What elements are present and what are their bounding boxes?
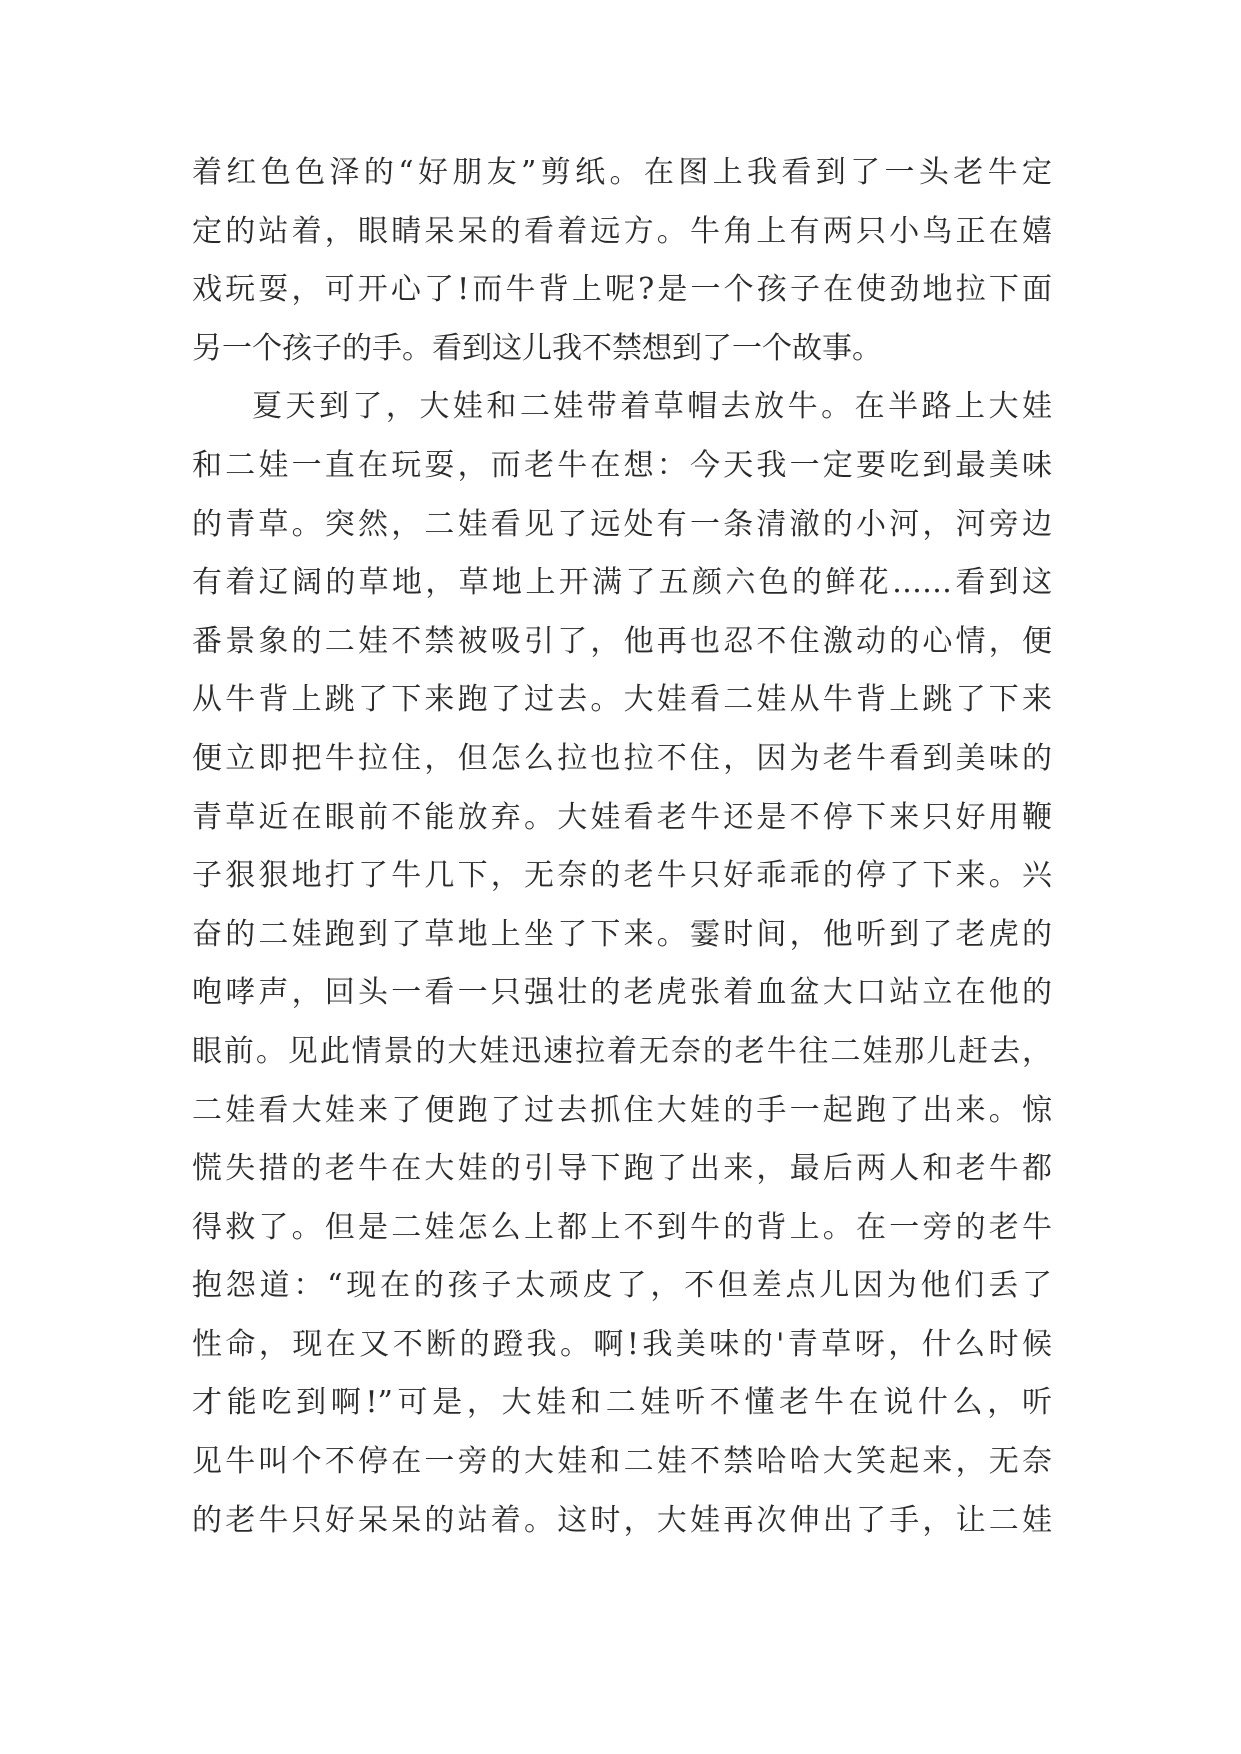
text-line: 的青草。突然，二娃看见了远处有一条清澈的小河，河旁边 [192, 506, 1052, 542]
text-line: 眼前。见此情景的大娃迅速拉着无奈的老牛往二娃那儿赶去， [192, 1033, 1052, 1069]
paragraph-first-line: 夏天到了，大娃和二娃带着草帽去放牛。在半路上大娃 [252, 389, 1052, 425]
text-line: 子狠狠地打了牛几下，无奈的老牛只好乖乖的停了下来。兴 [192, 858, 1052, 894]
text-line: 的老牛只好呆呆的站着。这时，大娃再次伸出了手，让二娃 [192, 1502, 1052, 1538]
text-line: 性命，现在又不断的蹬我。啊!我美味的'青草呀，什么时候 [192, 1326, 1052, 1362]
text-line: 咆哮声，回头一看一只强壮的老虎张着血盆大口站立在他的 [192, 975, 1052, 1011]
text-line: 有着辽阔的草地，草地上开满了五颜六色的鲜花……看到这 [192, 565, 1052, 601]
text-line: 二娃看大娃来了便跑了过去抓住大娃的手一起跑了出来。惊 [192, 1092, 1052, 1128]
text-line: 定的站着，眼睛呆呆的看着远方。牛角上有两只小鸟正在嬉 [192, 213, 1052, 249]
text-line: 着红色色泽的“好朋友”剪纸。在图上我看到了一头老牛定 [192, 155, 1052, 190]
body-text [192, 144, 1052, 1550]
text-line: 得救了。但是二娃怎么上都上不到牛的背上。在一旁的老牛 [192, 1209, 1052, 1245]
text-line: 抱怨道：“现在的孩子太顽皮了，不但差点儿因为他们丢了 [192, 1268, 1052, 1304]
text-line: 另一个孩子的手。看到这儿我不禁想到了一个故事。 [192, 330, 882, 366]
text-line: 番景象的二娃不禁被吸引了，他再也忍不住激动的心情，便 [192, 623, 1052, 659]
text-line: 从牛背上跳了下来跑了过去。大娃看二娃从牛背上跳了下来 [192, 682, 1052, 718]
text-line: 戏玩耍，可开心了!而牛背上呢?是一个孩子在使劲地拉下面 [192, 272, 1052, 308]
text-line: 便立即把牛拉住，但怎么拉也拉不住，因为老牛看到美味的 [192, 740, 1052, 776]
text-line: 见牛叫个不停在一旁的大娃和二娃不禁哈哈大笑起来，无奈 [192, 1444, 1052, 1480]
text-line: 和二娃一直在玩耍，而老牛在想：今天我一定要吃到最美味 [192, 447, 1052, 483]
text-line: 慌失措的老牛在大娃的引导下跑了出来，最后两人和老牛都 [192, 1151, 1052, 1187]
text-line: 才能吃到啊!”可是，大娃和二娃听不懂老牛在说什么，听 [192, 1385, 1052, 1421]
text-line: 青草近在眼前不能放弃。大娃看老牛还是不停下来只好用鞭 [192, 799, 1052, 835]
text-line: 奋的二娃跑到了草地上坐了下来。霎时间，他听到了老虎的 [192, 916, 1052, 952]
